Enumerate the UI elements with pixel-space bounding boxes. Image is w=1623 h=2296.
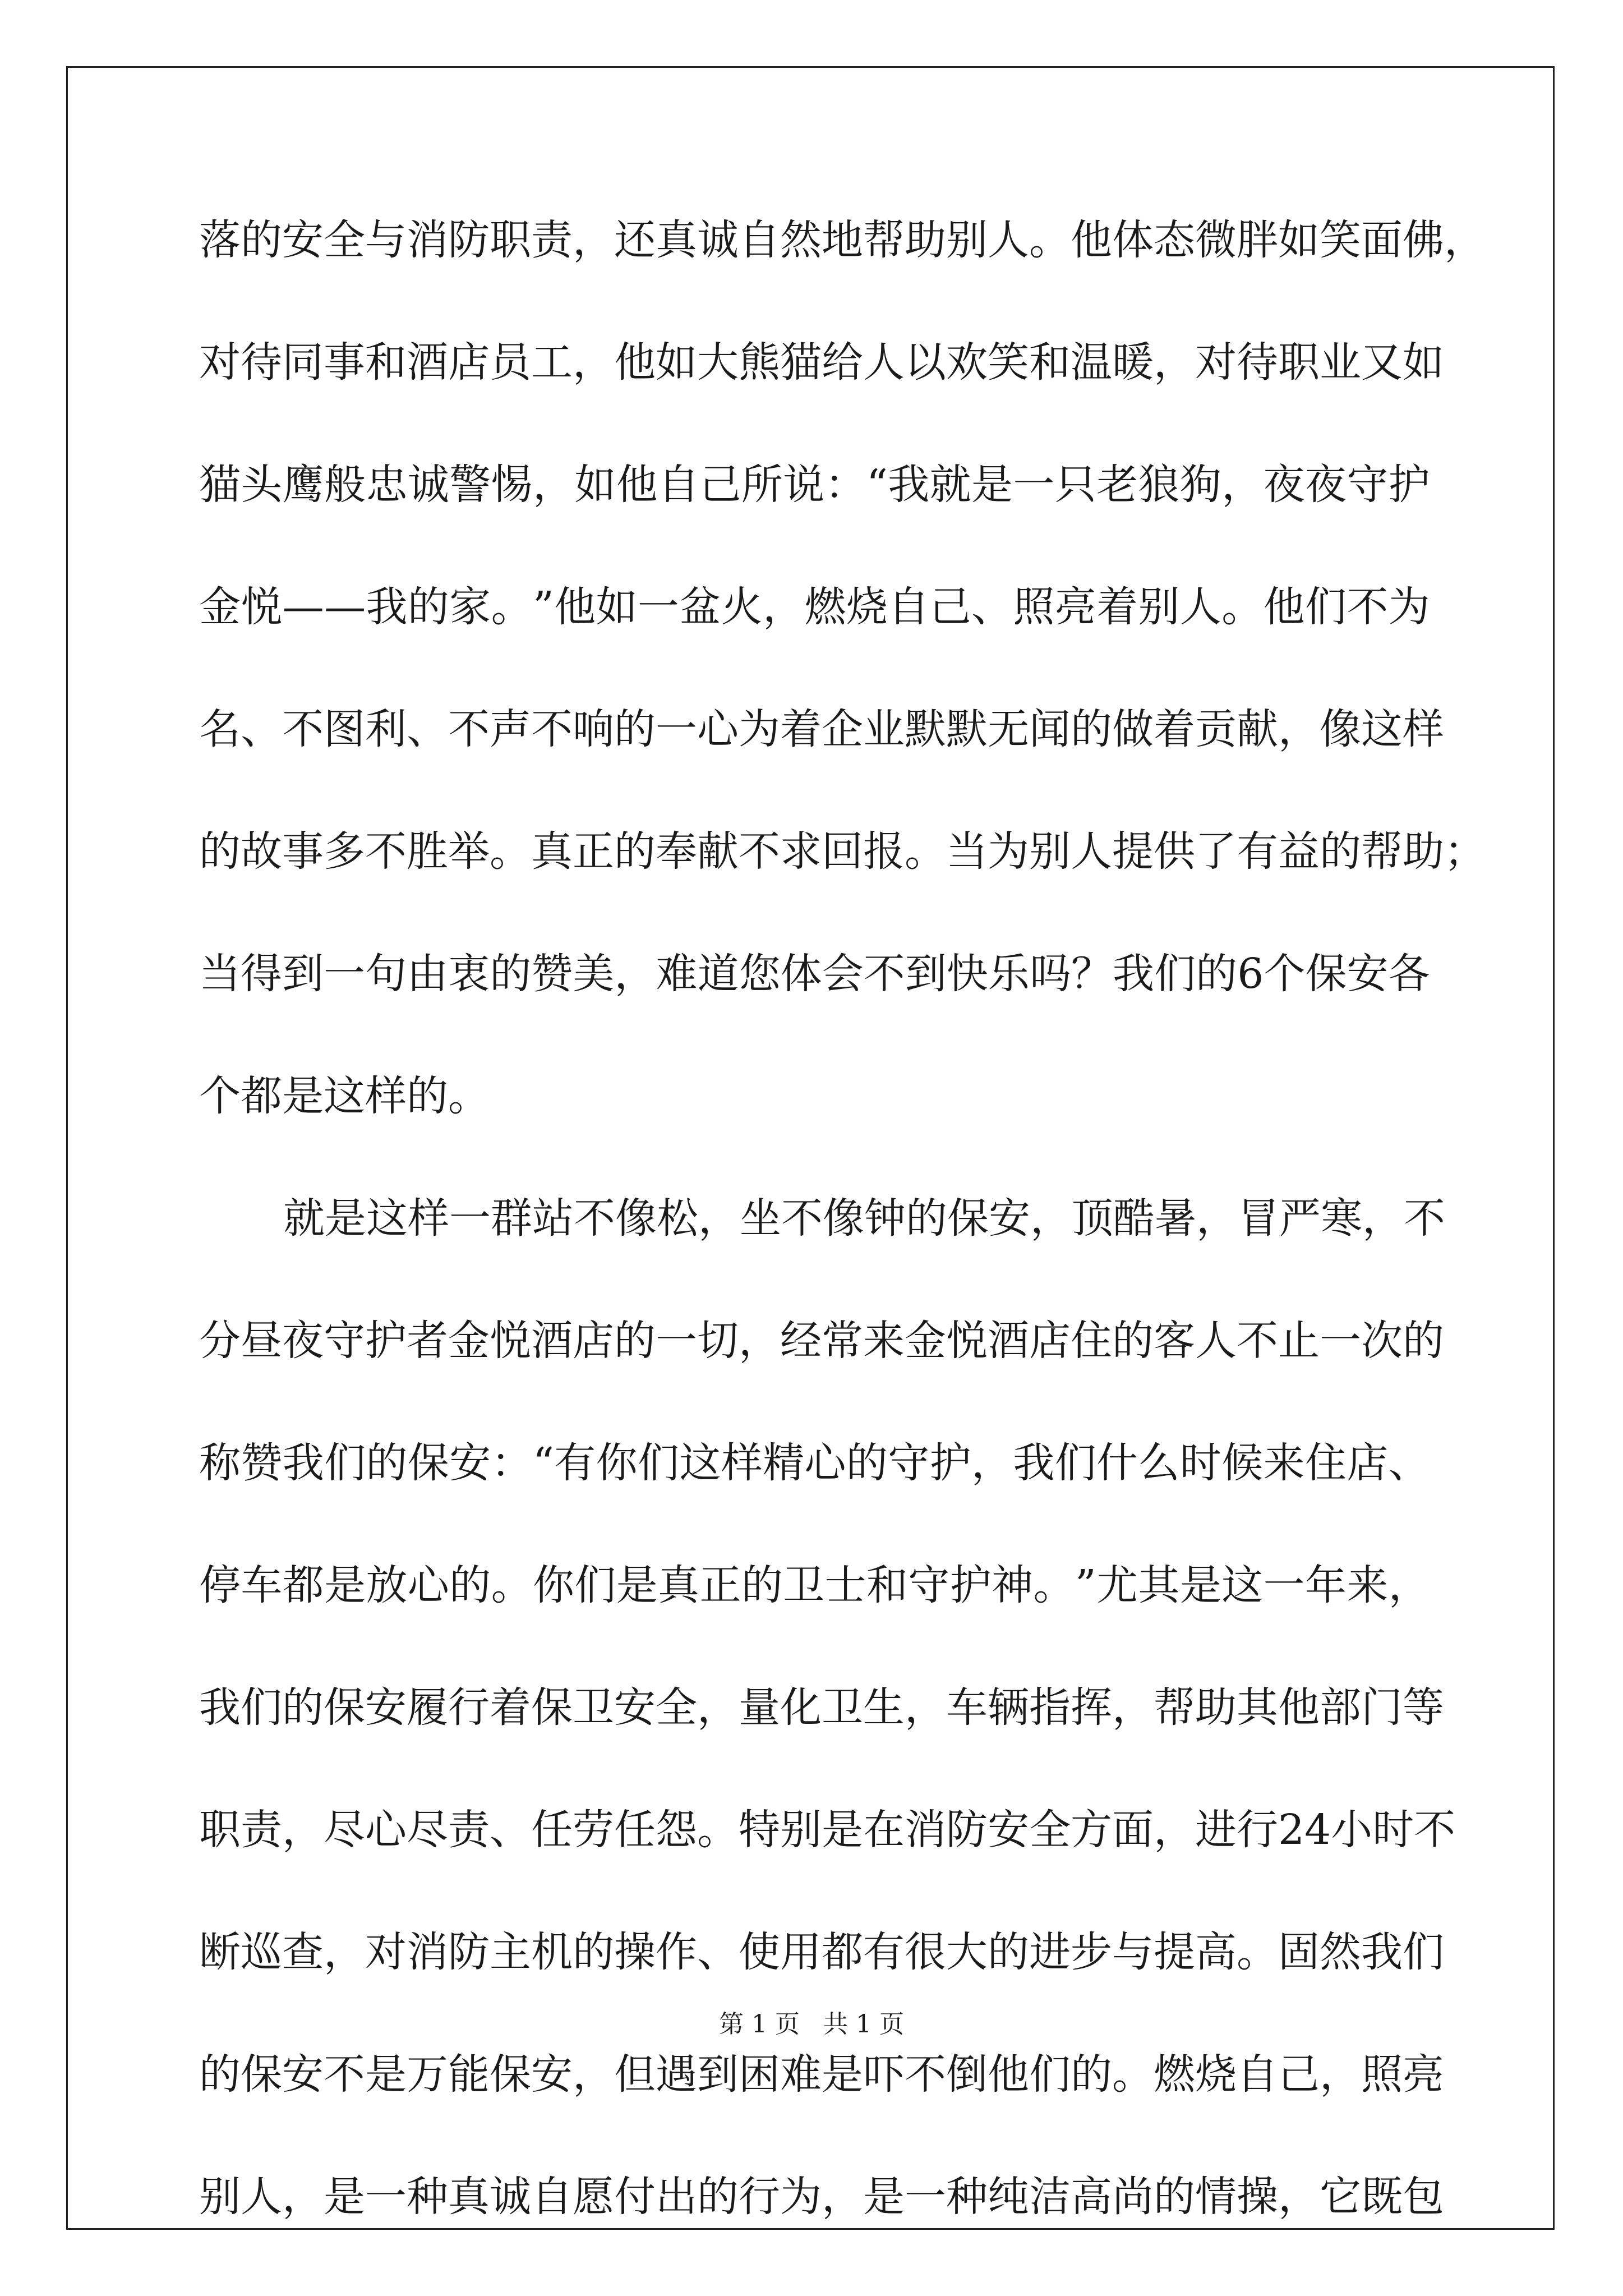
text-line: 称 赞 我 们 的 保 安 ： “ 有 你 们 这 样 精 心 的 守 护 ， 我 们 什 么 时 候 来 住 店 、 [199,1439,1430,1487]
text-line: 猫 头 鹰 般 忠 诚 警 惕 ， 如 他 自 己 所 说 ： “ 我 就 是 一 只 老 狼 狗 ， 夜 夜 守 护 [199,461,1430,509]
text-line: 的 保 安 不 是 万 能 保 安 ， 但 遇 到 困 难 是 吓 不 倒 他 们 的 。 燃 烧 自 己 ， 照 亮 [199,2050,1444,2099]
text-line: 停 车 都 是 放 心 的 。 你 们 是 真 正 的 卫 士 和 守 护 神 。 ” 尤 其 是 这 一 年 来 ， [199,1561,1430,1609]
text-line: 金 悦 — — 我 的 家 。 ” 他 如 一 盆 火 ， 燃 烧 自 己 、 照 亮 着 别 人 。 他 们 不 为 [199,583,1430,631]
text-line: 个都是这样的。 [199,1072,490,1120]
text-line: 名 、 不 图 利 、 不 声 不 响 的 一 心 为 着 企 业 默 默 无 闻 的 做 着 贡 献 ， 像 这 样 [199,705,1444,753]
paragraph-first-line: 就 是 这 样 一 群 站 不 像 松 ， 坐 不 像 钟 的 保 安 ， 顶 酷 暑 ， 冒 严 寒 ， 不 [283,1194,1445,1243]
text-line: 落 的 安 全 与 消 防 职 责 ， 还 真 诚 自 然 地 帮 助 别 人 。 他 体 态 微 胖 如 笑 面 佛 ， [199,216,1486,264]
document-body [199,212,1486,2291]
text-line: 对 待 同 事 和 酒 店 员 工 ， 他 如 大 熊 猫 给 人 以 欢 笑 和 温 暖 ， 对 待 职 业 又 如 [199,338,1444,386]
page-footer: 第 1 页 共 1 页 [719,2010,904,2039]
text-line: 别 人 ， 是 一 种 真 诚 自 愿 付 出 的 行 为 ， 是 一 种 纯 洁 高 尚 的 情 操 ， 它 既 包 [199,2173,1444,2221]
text-line: 的 故 事 多 不 胜 举 。 真 正 的 奉 献 不 求 回 报 。 当 为 别 人 提 供 了 有 益 的 帮 助 ； [199,827,1486,876]
text-line: 我 们 的 保 安 履 行 着 保 卫 安 全 ， 量 化 卫 生 ， 车 辆 指 挥 ， 帮 助 其 他 部 门 等 [199,1683,1444,1732]
text-line: 职 责 ， 尽 心 尽 责 、 任 劳 任 怨 。 特 别 是 在 消 防 安 全 方 面 ， 进 行 2 4 小 时 不 [199,1806,1456,1854]
text-line: 分 昼 夜 守 护 者 金 悦 酒 店 的 一 切 ， 经 常 来 金 悦 酒 店 住 的 客 人 不 止 一 次 的 [199,1317,1444,1365]
text-line: 断 巡 查 ， 对 消 防 主 机 的 操 作 、 使 用 都 有 很 大 的 进 步 与 提 高 。 固 然 我 们 [199,1928,1444,1976]
text-line: 当 得 到 一 句 由 衷 的 赞 美 ， 难 道 您 体 会 不 到 快 乐 吗 ？ 我 们 的 6 个 保 安 各 [199,950,1430,998]
